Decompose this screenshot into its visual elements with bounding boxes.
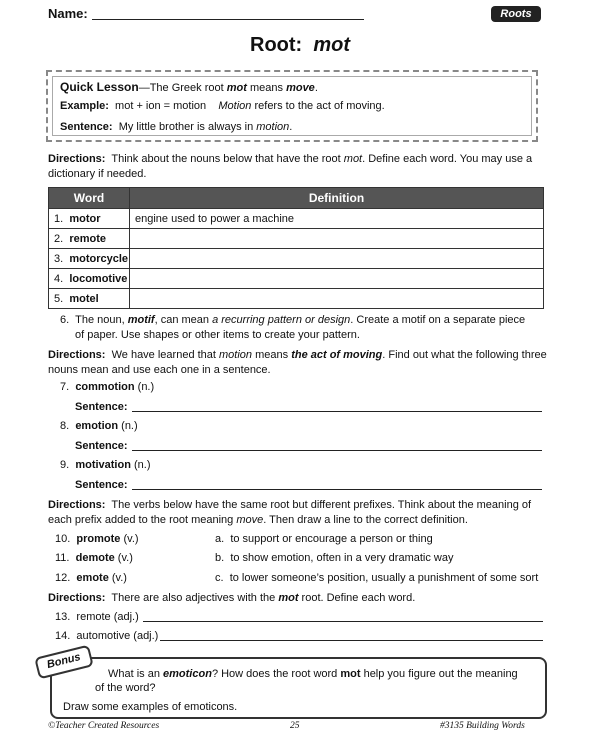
lesson-example: Example: mot + ion = motion Motion refers to the act of moving.: [60, 100, 385, 112]
bonus-instruction: Draw some examples of emoticons.: [63, 701, 238, 713]
table-row: 5. motel: [49, 289, 544, 309]
verb-item: 12. emote (v.): [55, 572, 127, 584]
directions-1: Directions: Think about the nouns below that have the root mot. Define each word. You may use a dictionary if needed.: [48, 153, 533, 180]
sentence-label: Sentence:: [75, 440, 128, 452]
table-row: 3. motorcycle: [49, 249, 544, 269]
noun-item: 9. motivation (n.): [60, 459, 151, 471]
verb-item: 10. promote (v.): [55, 533, 139, 545]
footer-publisher: ©Teacher Created Resources: [48, 721, 160, 731]
noun-item: 8. emotion (n.): [60, 420, 138, 432]
name-label: Name:: [48, 6, 88, 21]
directions-3: Directions: The verbs below have the same root but different prefixes. Think about the meaning of each prefix added to the root meaning move. Then draw a line to the correct definition.: [48, 499, 532, 526]
bonus-question-line2: of the word?: [95, 682, 156, 694]
adjective-item: 13. remote (adj.): [55, 611, 139, 623]
quick-lesson-box: [46, 70, 538, 142]
table-row: 1. motor engine used to power a machine: [49, 209, 544, 229]
definition-cell[interactable]: [130, 249, 544, 269]
sentence-label: Sentence:: [75, 479, 128, 491]
adjective-line[interactable]: [143, 621, 543, 622]
sentence-line[interactable]: [132, 450, 542, 451]
bonus-tag: Bonus: [34, 645, 94, 680]
definition-cell[interactable]: engine used to power a machine: [130, 209, 544, 229]
verb-definition: a. to support or encourage a person or thing: [215, 533, 433, 545]
bonus-question: What is an emoticon? How does the root word mot help you figure out the meaning: [108, 668, 518, 680]
definition-cell[interactable]: [130, 229, 544, 249]
sentence-label: Sentence:: [75, 401, 128, 413]
verb-item: 11. demote (v.): [55, 552, 133, 564]
lesson-intro: Quick Lesson—The Greek root mot means move.: [60, 80, 318, 94]
table-row: 4. locomotive: [49, 269, 544, 289]
page-title: Root: mot: [250, 34, 350, 56]
definition-cell[interactable]: [130, 289, 544, 309]
table-header-word: Word: [49, 188, 130, 209]
adjective-line[interactable]: [160, 640, 543, 641]
adjective-item: 14. automotive (adj.): [55, 630, 159, 642]
sentence-line[interactable]: [132, 411, 542, 412]
noun-item: 7. commotion (n.): [60, 381, 155, 393]
lesson-sentence: Sentence: My little brother is always in motion.: [60, 121, 293, 133]
verb-definition: b. to show emotion, often in a very dramatic way: [215, 552, 454, 564]
words-table: [48, 187, 544, 309]
definition-cell[interactable]: [130, 269, 544, 289]
verb-definition: c. to lower someone’s position, usually a punishment of some sort: [215, 572, 539, 584]
name-field[interactable]: [92, 19, 364, 20]
directions-4: Directions: There are also adjectives with the mot root. Define each word.: [48, 592, 416, 604]
roots-badge: Roots: [491, 6, 541, 22]
item-6: 6. The noun, motif, can mean a recurring pattern or design. Create a motif on a separate piece of paper. Use shapes or other items to create your pattern.: [60, 314, 526, 341]
directions-2: Directions: We have learned that motion means the act of moving. Find out what the following three nouns mean and use each one in a sentence.: [48, 349, 547, 376]
table-row: 2. remote: [49, 229, 544, 249]
sentence-line[interactable]: [132, 489, 542, 490]
footer-book-title: #3135 Building Words: [440, 721, 525, 731]
table-header-definition: Definition: [130, 188, 544, 209]
footer-page-number: 25: [290, 721, 300, 731]
